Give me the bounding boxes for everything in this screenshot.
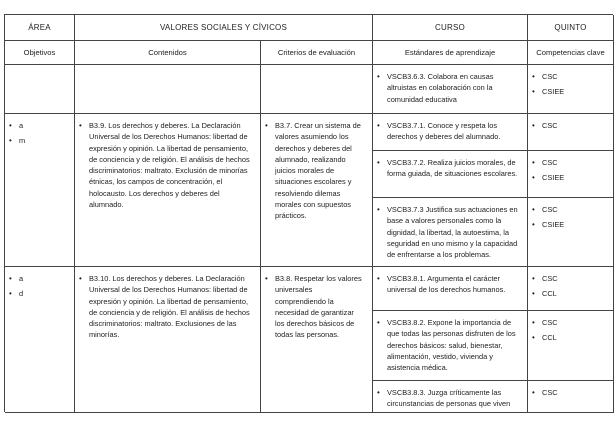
competency-item: • CSC <box>532 71 605 82</box>
competency-cell <box>528 198 614 267</box>
standard-text: • VSCB3.6.3. Colabora en causas altruistas en colaboración con la comunidad educativa <box>377 71 519 105</box>
competency-cell <box>528 151 614 198</box>
competency-item: • CSIEE <box>532 172 605 183</box>
subheader-criteria: Criterios de evaluación <box>261 41 373 65</box>
competency-cell <box>528 311 614 381</box>
content-text: • B3.10. Los derechos y deberes. La Declaración Universal de los Derechos Humanos: libertad de expresión y opinión. La libertad de pensamiento, de conciencia y de religión. El análisis de hechos discriminatorios: maltrato. Exclusiones de las minorías. <box>79 273 252 341</box>
header-grade: QUINTO <box>528 15 614 41</box>
standard-text: • VSCB3.7.3 Justifica sus actuaciones en base a valores personales como la dignidad, la libertad, la autoestima, la seguridad en uno mismo y la capacidad de enfrentarse a los problemas. <box>377 204 519 260</box>
competency-cell <box>528 114 614 151</box>
subheader-objectives: Objetivos <box>5 41 75 65</box>
standard-cell <box>373 65 528 114</box>
competency-item: • CCL <box>532 332 605 343</box>
standard-cell <box>373 311 528 381</box>
content-cell <box>75 114 261 267</box>
competency-item: • CSIEE <box>532 219 605 230</box>
standard-text: • VSCB3.7.2. Realiza juicios morales, de forma guiada, de situaciones escolares. <box>377 157 519 180</box>
competency-item: • CSC <box>532 273 605 284</box>
header-course: CURSO <box>373 15 528 41</box>
standard-cell <box>373 198 528 267</box>
objectives-cell <box>5 114 75 267</box>
standard-cell <box>373 151 528 198</box>
objective-item: • a <box>9 120 66 131</box>
competency-item: • CSC <box>532 387 605 398</box>
subheader-standards: Estándares de aprendizaje <box>373 41 528 65</box>
subheader-contents: Contenidos <box>75 41 261 65</box>
objectives-cell <box>5 65 75 114</box>
objective-item: • d <box>9 288 66 299</box>
competency-item: • CSC <box>532 120 605 131</box>
competency-item: • CSC <box>532 204 605 215</box>
objectives-cell <box>5 267 75 413</box>
subheader-competencies: Competencias clave <box>528 41 614 65</box>
competency-cell <box>528 381 614 413</box>
criteria-cell <box>261 114 373 267</box>
standard-cell <box>373 267 528 311</box>
competency-item: • CSC <box>532 317 605 328</box>
header-area: ÁREA <box>5 15 75 41</box>
standard-text: • VSCB3.8.3. Juzga críticamente las circunstancias de personas que viven <box>377 387 519 410</box>
objective-item: • a <box>9 273 66 284</box>
competency-item: • CCL <box>532 288 605 299</box>
standard-cell <box>373 114 528 151</box>
header-values: VALORES SOCIALES Y CÍVICOS <box>75 15 373 41</box>
criteria-cell <box>261 65 373 114</box>
criteria-cell <box>261 267 373 413</box>
criteria-text: • B3.8. Respetar los valores universales comprendiendo la necesidad de garantizar los derechos básicos de todas las personas. <box>265 273 364 341</box>
competency-cell <box>528 65 614 114</box>
standard-text: • VSCB3.7.1. Conoce y respeta los derechos y deberes del alumnado. <box>377 120 519 143</box>
criteria-text: • B3.7. Crear un sistema de valores asumiendo los derechos y deberes del alumnado, realizando juicios morales de situaciones escolares y resolviendo dilemas morales con supuestos prácticos. <box>265 120 364 222</box>
competency-cell <box>528 267 614 311</box>
competency-item: • CSC <box>532 157 605 168</box>
curriculum-table <box>4 14 613 412</box>
standard-cell <box>373 381 528 413</box>
standard-text: • VSCB3.8.1. Argumenta el carácter universal de los derechos humanos. <box>377 273 519 296</box>
objective-item: • m <box>9 135 66 146</box>
content-text: • B3.9. Los derechos y deberes. La Declaración Universal de los Derechos Humanos: libertad de expresión y opinión. La libertad de pensamiento, de conciencia y de religión. El análisis de hechos discriminatorios: maltrato. Exclusión de minorías étnicas, los campos de concentración, el holocausto. Los derechos y deberes del alumnado. <box>79 120 252 210</box>
content-cell <box>75 65 261 114</box>
standard-text: • VSCB3.8.2. Expone la importancia de que todas las personas disfruten de los derechos básicos: salud, bienestar, alimentación, vestido, vivienda y asistencia médica. <box>377 317 519 373</box>
competency-item: • CSIEE <box>532 86 605 97</box>
content-cell <box>75 267 261 413</box>
